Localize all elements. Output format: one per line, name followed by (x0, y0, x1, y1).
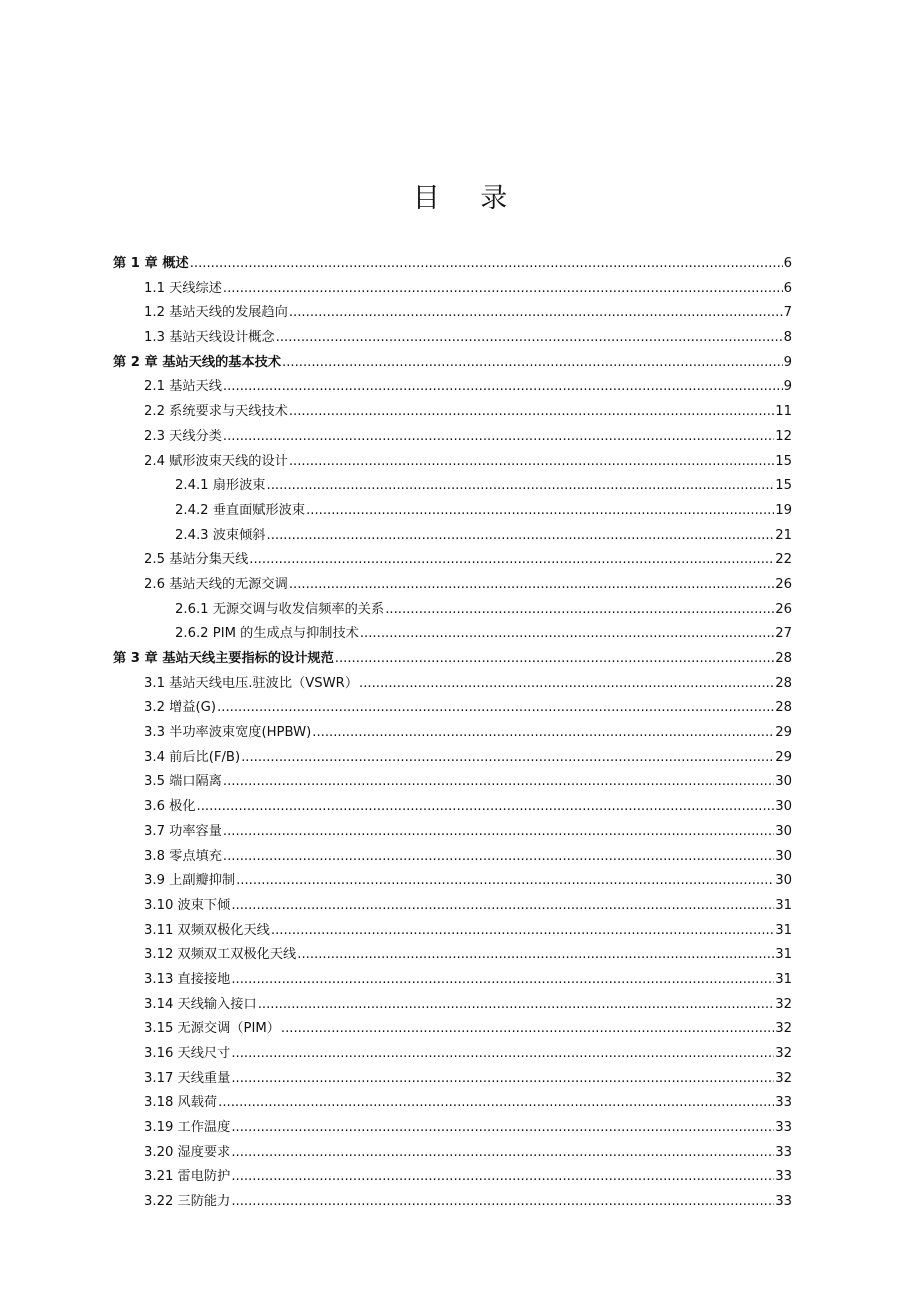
toc-entry-page-number: 30 (775, 823, 792, 839)
toc-dot-leader (312, 721, 774, 746)
toc-entry[interactable] (113, 524, 792, 549)
toc-entry-label: 3.7 功率容量 (144, 823, 222, 839)
toc-entry-page-number: 33 (775, 1144, 792, 1160)
toc-entry-label: 3.2 增益(G) (144, 700, 217, 716)
toc-entry-label: 3.9 上副瓣抑制 (144, 873, 236, 889)
toc-entry[interactable] (113, 1190, 792, 1215)
toc-entry-page-number: 26 (775, 576, 792, 592)
toc-entry-page-number: 29 (775, 749, 792, 765)
toc-entry-page-number: 30 (775, 873, 792, 889)
toc-entry[interactable] (113, 548, 792, 573)
page-title: 目 录 (412, 183, 524, 214)
toc-entry-label: 3.19 工作温度 (144, 1120, 231, 1136)
toc-dot-leader (223, 425, 774, 450)
toc-entry[interactable] (113, 1017, 792, 1042)
toc-entry-label: 3.22 三防能力 (144, 1194, 231, 1210)
toc-entry[interactable] (113, 894, 792, 919)
toc-dot-leader (231, 968, 774, 993)
toc-entry[interactable] (113, 845, 792, 870)
toc-entry-page-number: 15 (775, 453, 792, 469)
toc-entry-label: 2.4.3 波束倾斜 (175, 527, 266, 543)
toc-entry-label: 3.21 雷电防护 (144, 1169, 231, 1185)
toc-dot-leader (190, 252, 783, 277)
toc-dot-leader (360, 622, 774, 647)
toc-entry[interactable] (113, 696, 792, 721)
toc-entry-page-number: 32 (775, 1021, 792, 1037)
toc-dot-leader (282, 351, 783, 376)
toc-entry-label: 3.8 零点填充 (144, 848, 222, 864)
table-of-contents (113, 252, 792, 1215)
toc-entry-label: 3.10 波束下倾 (144, 897, 231, 913)
toc-dot-leader (267, 474, 775, 499)
toc-entry-label: 1.2 基站天线的发展趋向 (144, 305, 288, 321)
toc-dot-leader (289, 450, 774, 475)
toc-dot-leader (249, 548, 774, 573)
toc-entry[interactable] (113, 351, 792, 376)
toc-entry[interactable] (113, 326, 792, 351)
toc-entry-label: 3.4 前后比(F/B) (144, 749, 241, 765)
toc-entry-label: 3.18 风载荷 (144, 1095, 218, 1111)
toc-entry-label: 3.14 天线输入接口 (144, 996, 257, 1012)
toc-dot-leader (223, 770, 774, 795)
toc-entry-page-number: 12 (775, 428, 792, 444)
toc-dot-leader (289, 573, 774, 598)
toc-entry-label: 3.6 极化 (144, 799, 196, 815)
toc-entry-page-number: 7 (783, 305, 792, 321)
toc-entry-page-number: 28 (775, 651, 792, 666)
toc-entry-page-number: 33 (775, 1095, 792, 1111)
toc-entry-page-number: 33 (775, 1120, 792, 1136)
toc-entry[interactable] (113, 1042, 792, 1067)
toc-entry-page-number: 33 (775, 1194, 792, 1210)
toc-entry-page-number: 32 (775, 996, 792, 1012)
toc-entry-page-number: 9 (783, 354, 792, 370)
toc-entry-page-number: 32 (775, 1070, 792, 1086)
toc-entry-page-number: 29 (775, 725, 792, 741)
toc-entry[interactable] (113, 1141, 792, 1166)
toc-dot-leader (281, 1017, 774, 1042)
toc-entry-page-number: 31 (775, 971, 792, 987)
toc-entry-label: 2.4 赋形波束天线的设计 (144, 453, 288, 469)
toc-dot-leader (267, 524, 775, 549)
toc-entry[interactable] (113, 425, 792, 450)
toc-entry-label: 第 2 章 基站天线的基本技术 (113, 354, 282, 370)
toc-dot-leader (231, 1116, 774, 1141)
toc-entry-page-number: 32 (775, 1046, 792, 1061)
toc-entry-label: 2.1 基站天线 (144, 379, 222, 395)
toc-entry-page-number: 30 (775, 799, 792, 815)
toc-entry-page-number: 31 (775, 897, 792, 913)
toc-entry-label: 3.17 天线重量 (144, 1070, 231, 1086)
toc-entry[interactable] (113, 277, 792, 302)
toc-entry-label: 2.2 系统要求与天线技术 (144, 404, 288, 420)
toc-entry[interactable] (113, 919, 792, 944)
toc-entry-page-number: 28 (775, 675, 792, 691)
toc-entry-label: 3.3 半功率波束宽度(HPBW) (144, 725, 312, 741)
toc-entry-page-number: 28 (775, 700, 792, 716)
toc-entry-label: 2.6.2 PIM 的生成点与抑制技术 (175, 626, 359, 642)
toc-entry[interactable] (113, 1165, 792, 1190)
toc-dot-leader (223, 375, 783, 400)
toc-dot-leader (289, 301, 783, 326)
toc-dot-leader (217, 696, 774, 721)
toc-entry-page-number: 31 (775, 947, 792, 963)
toc-dot-leader (231, 1067, 774, 1092)
toc-entry-label: 2.6 基站天线的无源交调 (144, 576, 288, 592)
toc-entry-page-number: 27 (775, 626, 792, 642)
toc-entry[interactable] (113, 598, 792, 623)
toc-entry[interactable] (113, 943, 792, 968)
toc-entry-page-number: 33 (775, 1169, 792, 1185)
toc-entry[interactable] (113, 400, 792, 425)
toc-entry-label: 3.5 端口隔离 (144, 774, 222, 790)
toc-entry-label: 2.4.2 垂直面赋形波束 (175, 502, 306, 518)
toc-dot-leader (297, 943, 774, 968)
toc-entry-label: 3.11 双频双极化天线 (144, 922, 270, 938)
toc-entry[interactable] (113, 450, 792, 475)
toc-entry-page-number: 8 (783, 330, 792, 346)
toc-entry[interactable] (113, 993, 792, 1018)
toc-dot-leader (236, 869, 774, 894)
toc-entry-page-number: 19 (775, 502, 792, 518)
toc-dot-leader (258, 993, 775, 1018)
toc-dot-leader (231, 1042, 774, 1067)
toc-entry[interactable] (113, 968, 792, 993)
toc-entry-page-number: 21 (775, 527, 792, 543)
toc-entry-label: 第 1 章 概述 (113, 256, 189, 271)
toc-entry-label: 3.13 直接接地 (144, 971, 231, 987)
toc-dot-leader (276, 326, 783, 351)
toc-dot-leader (231, 1141, 774, 1166)
toc-entry[interactable] (113, 820, 792, 845)
toc-entry-label: 3.20 湿度要求 (144, 1144, 231, 1160)
toc-entry[interactable] (113, 1091, 792, 1116)
toc-dot-leader (231, 1190, 774, 1215)
toc-entry-page-number: 22 (775, 552, 792, 568)
toc-entry[interactable] (113, 672, 792, 697)
toc-entry[interactable] (113, 499, 792, 524)
toc-entry-label: 1.1 天线综述 (144, 280, 222, 296)
toc-entry-label: 3.12 双频双工双极化天线 (144, 947, 297, 963)
toc-dot-leader (218, 1091, 774, 1116)
toc-entry[interactable] (113, 746, 792, 771)
toc-entry[interactable] (113, 795, 792, 820)
toc-entry[interactable] (113, 573, 792, 598)
toc-entry[interactable] (113, 301, 792, 326)
toc-entry[interactable] (113, 721, 792, 746)
toc-entry-label: 3.1 基站天线电压.驻波比（VSWR） (144, 675, 359, 691)
toc-entry[interactable] (113, 252, 792, 277)
toc-entry[interactable] (113, 474, 792, 499)
toc-entry-label: 1.3 基站天线设计概念 (144, 330, 275, 346)
toc-entry-page-number: 30 (775, 774, 792, 790)
toc-entry-label: 2.6.1 无源交调与收发信频率的关系 (175, 601, 385, 617)
toc-entry-page-number: 26 (775, 601, 792, 617)
toc-dot-leader (271, 919, 774, 944)
toc-entry-page-number: 6 (783, 256, 792, 271)
toc-entry[interactable] (113, 1067, 792, 1092)
toc-entry-label: 2.5 基站分集天线 (144, 552, 249, 568)
toc-dot-leader (359, 672, 774, 697)
toc-entry[interactable] (113, 770, 792, 795)
toc-dot-leader (223, 820, 774, 845)
toc-dot-leader (197, 795, 775, 820)
toc-entry-label: 3.15 无源交调（PIM） (144, 1021, 280, 1037)
toc-dot-leader (223, 277, 783, 302)
toc-dot-leader (335, 647, 774, 672)
toc-entry[interactable] (113, 869, 792, 894)
toc-dot-leader (231, 1165, 774, 1190)
toc-dot-leader (231, 894, 774, 919)
toc-entry-label: 2.4.1 扇形波束 (175, 478, 266, 494)
toc-entry-label: 第 3 章 基站天线主要指标的设计规范 (113, 651, 334, 666)
toc-entry-page-number: 31 (775, 922, 792, 938)
toc-entry-page-number: 11 (775, 404, 792, 420)
toc-dot-leader (241, 746, 774, 771)
toc-entry[interactable] (113, 622, 792, 647)
toc-dot-leader (289, 400, 774, 425)
toc-dot-leader (306, 499, 774, 524)
toc-entry[interactable] (113, 375, 792, 400)
toc-entry[interactable] (113, 647, 792, 672)
toc-entry-page-number: 15 (775, 478, 792, 494)
toc-entry-label: 3.16 天线尺寸 (144, 1046, 231, 1061)
toc-entry-label: 2.3 天线分类 (144, 428, 222, 444)
toc-entry[interactable] (113, 1116, 792, 1141)
toc-dot-leader (223, 845, 774, 870)
toc-dot-leader (385, 598, 774, 623)
toc-entry-page-number: 30 (775, 848, 792, 864)
toc-entry-page-number: 9 (783, 379, 792, 395)
toc-entry-page-number: 6 (783, 280, 792, 296)
